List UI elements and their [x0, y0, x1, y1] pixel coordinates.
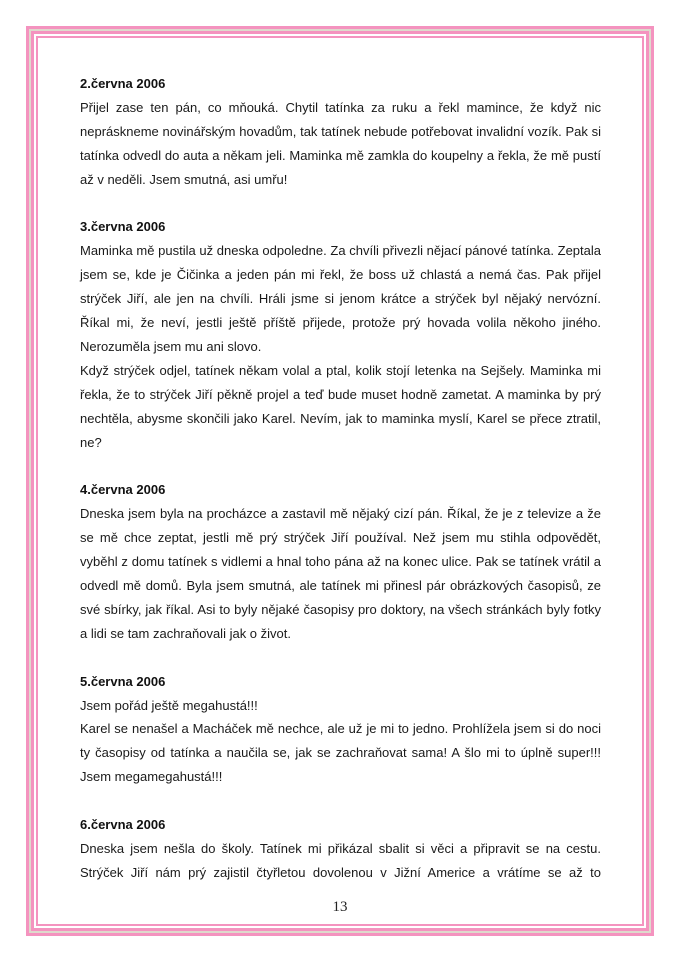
entry-paragraph: Přijel zase ten pán, co mňouká. Chytil tatínka za ruku a řekl mamince, že když nic nepráskneme novinářským hovadům, tak tatínek nebude potřebovat invalidní vozík. Pak si tatínka odvedl do auta a někam jeli. Maminka mě zamkla do koupelny a řekla, že mě pustí až v neděli. Jsem smutná, asi umřu! [80, 99, 601, 187]
entry-date-heading: 6.června 2006 [80, 817, 166, 833]
entry-date-heading: 4.června 2006 [80, 482, 166, 498]
diary-entry [80, 72, 601, 192]
entry-date-heading: 3.června 2006 [80, 219, 166, 235]
diary-entry [80, 215, 601, 454]
diary-page-content [38, 38, 642, 924]
diary-entry [80, 813, 601, 885]
page-number: 13 [332, 899, 348, 915]
entry-paragraph: Karel se nenašel a Macháček mě nechce, ale už je mi to jedno. Prohlížela jsem si do noci ty časopisy od tatínka a naučila se, jak se zachraňovat sama! A šlo mi to úplně super!!! Jsem megamegahustá!!! [80, 721, 601, 785]
diary-entry [80, 478, 601, 645]
entry-paragraph: Jsem pořád ještě megahustá!!! [80, 697, 258, 713]
entry-paragraph: Dneska jsem byla na procházce a zastavil mě nějaký cizí pán. Říkal, že je z televize a že se mě chce zeptat, jestli mě prý strýček Jiří používal. Než jsem mu stihla odpovědět, vyběhl z domu tatínek s vidlemi a hnal toho pána až na konec ulice. Pak se tatínek vrátil a odvedl mě domů. Byla jsem smutná, ale tatínek mi přinesl pár obrázkových časopisů, ze své sbírky, jak říkal. Asi to byly nějaké časopisy pro doktory, na všech stránkách byly fotky a lidi se tam zachraňovali jak o život. [80, 506, 601, 641]
entry-date-heading: 5.června 2006 [80, 673, 166, 689]
diary-entry [80, 670, 601, 790]
entry-date-heading: 2.června 2006 [80, 76, 166, 91]
entry-paragraph: Když strýček odjel, tatínek někam volal a ptal, kolik stojí letenka na Sejšely. Maminka mi řekla, že to strýček Jiří pěkně projel a teď bude muset hodně zametat. A maminka by prý nechtěla, abysme skončili jako Karel. Nevím, jak to maminka myslí, Karel se přece ztratil, ne? [80, 362, 601, 450]
entry-paragraph: Maminka mě pustila už dneska odpoledne. Za chvíli přivezli nějací pánové tatínka. Zeptala jsem se, kde je Čičinka a jeden pán mi řekl, že boss už chlastá a nemá čas. Pak přijel strýček Jiří, ale jen na chvíli. Hráli jsme si jenom krátce a strýček byl nějaký nervózní. Říkal mi, že neví, jestli ještě příště přijede, protože prý hovada volila někoho jiného. Nerozuměla jsem mu ani slovo. [80, 243, 601, 354]
entry-paragraph: Dneska jsem nešla do školy. Tatínek mi přikázal sbalit si věci a připravit se na cestu. Strýček Jiří nám prý zajistil čtyřletou dovolenou v Jižní Americe a vrátíme se až to [80, 840, 601, 880]
